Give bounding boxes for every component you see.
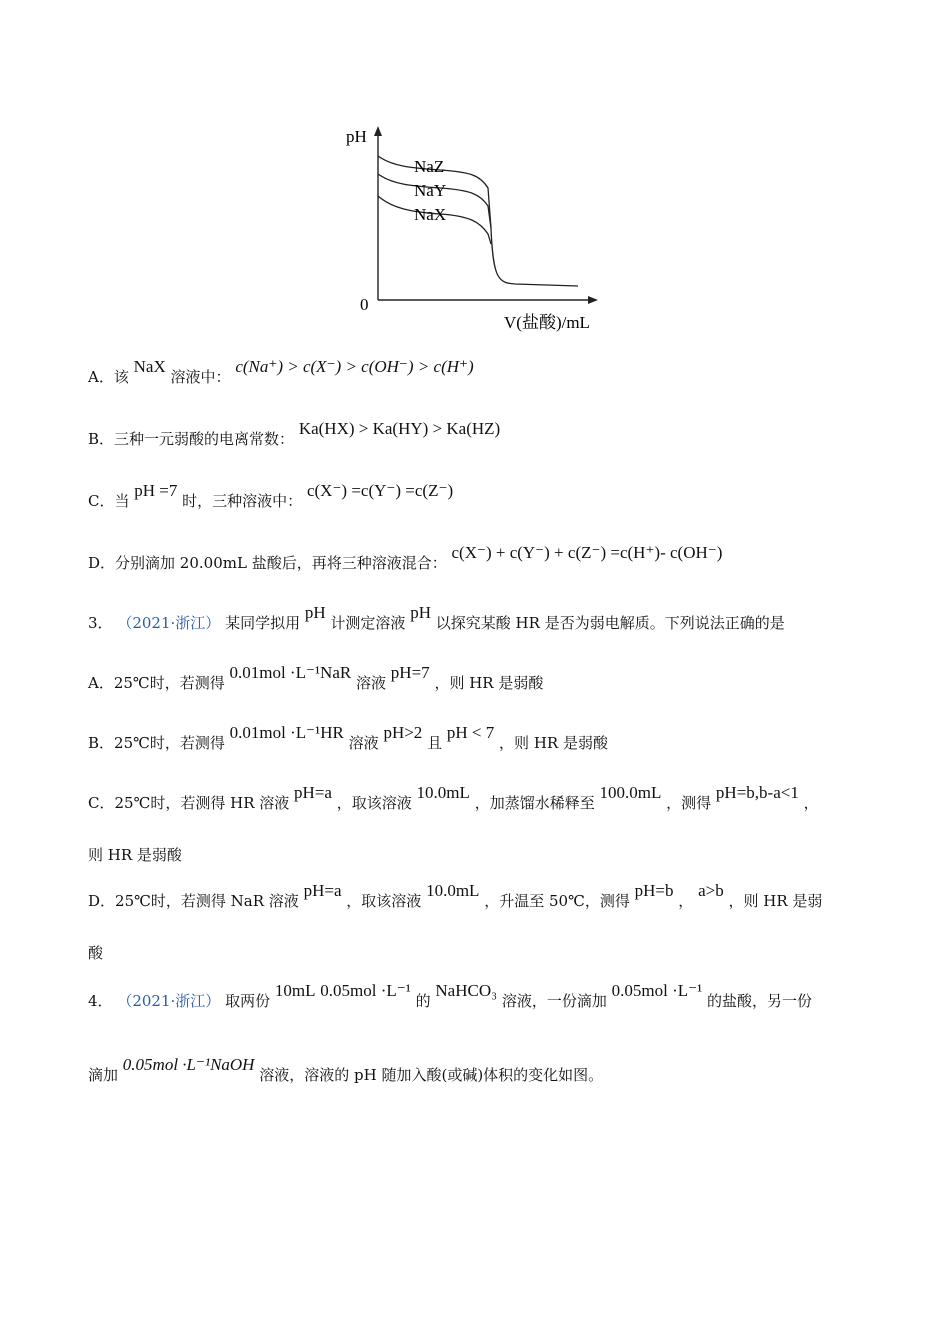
q2-a-pre: A．该: [88, 368, 129, 386]
q3-stem: [88, 603, 785, 633]
q2-a-relation: c(Na⁺) > c(X⁻) > c(OH⁻) > c(H⁺): [235, 357, 474, 376]
titration-figure: [330, 118, 620, 338]
q3-c-pre: C．25℃时，若测得 HR 溶液: [88, 794, 290, 812]
q2-b-relation: Ka(HX) > Ka(HY) > Ka(HZ): [298, 419, 501, 438]
q3-d-formula-3: pH=b: [634, 881, 674, 900]
x-axis-label: V(盐酸)/mL: [504, 313, 590, 332]
q3-b-text-1: 溶液: [348, 734, 379, 752]
q3-option-d-cont: [88, 942, 103, 963]
curve-label-nax: NaX: [414, 205, 447, 224]
q3-b-formula-2: pH>2: [383, 723, 423, 742]
q4-formula-5: 0.05mol ·L⁻¹NaOH: [122, 1055, 255, 1074]
q3-c-formula-1: pH=a: [294, 783, 332, 802]
q2-option-b: [88, 419, 501, 449]
q3-d-formula-1: pH=a: [303, 881, 342, 900]
q4-text-4: 的盐酸，另一份: [706, 992, 812, 1010]
q4-formula-1: 10mL: [274, 981, 316, 1000]
q4-text-6: 溶液，溶液的 pH 随加入酸(或碱)体积的变化如图。: [259, 1066, 604, 1084]
q2-option-d: [88, 543, 723, 573]
q2-c-relation: c(X⁻) =c(Y⁻) =c(Z⁻): [306, 481, 454, 500]
q3-c-formula-4: pH=b,b-a<1: [715, 783, 799, 802]
q3-option-a: [88, 663, 544, 693]
q2-option-a: [88, 357, 474, 387]
q3-c-text-4: ，: [803, 794, 819, 812]
curve-label-nay: NaY: [414, 181, 447, 200]
titration-graph: [330, 118, 620, 338]
q3-a-text-1: 溶液: [356, 674, 387, 692]
q4-stem-cont: [88, 1055, 604, 1085]
q3-c-text-3: ，测得: [666, 794, 712, 812]
q4-text-5: 滴加: [88, 1066, 119, 1084]
q2-a-formula: NaX: [133, 357, 166, 376]
q2-d-pre: D．分别滴加 20.00mL 盐酸后，再将三种溶液混合：: [88, 554, 447, 572]
q3-option-d: [88, 881, 823, 911]
q3-d-text-1: ，取该溶液: [346, 892, 422, 910]
q3-source: （2021·浙江）: [117, 614, 221, 632]
q2-a-mid: 溶液中：: [170, 368, 231, 386]
y-axis-label: pH: [346, 127, 367, 146]
x-axis-arrow: [588, 296, 598, 304]
q3-d-pre: D．25℃时，若测得 NaR 溶液: [88, 892, 299, 910]
q3-a-text-2: ，则 HR 是弱酸: [434, 674, 544, 692]
q4-formula-2: 0.05mol ·L⁻¹: [320, 981, 411, 1000]
q4-text-1: 取两份: [225, 992, 271, 1010]
q3-a-formula-2: pH=7: [390, 663, 430, 682]
origin-label: 0: [360, 295, 369, 314]
q3-a-formula-1: 0.01mol ·L⁻¹NaR: [229, 663, 352, 682]
q3-text-3: 以探究某酸 HR 是否为弱电解质。下列说法正确的是: [435, 614, 785, 632]
q3-c-formula-2: 10.0mL: [416, 783, 470, 802]
q3-c-line-2: 则 HR 是弱酸: [88, 846, 182, 864]
q3-number: 3．: [88, 614, 113, 632]
q3-a-pre: A．25℃时，若测得: [88, 674, 225, 692]
q4-number: 4．: [88, 992, 113, 1010]
q4-text-2: 的: [415, 992, 431, 1010]
q3-b-formula-3: pH < 7: [446, 723, 495, 742]
curve-naz: [378, 156, 578, 286]
q4-source: （2021·浙江）: [117, 992, 221, 1010]
q4-formula-4: 0.05mol ·L⁻¹: [611, 981, 703, 1000]
q3-formula-2: pH: [410, 603, 431, 622]
q3-d-formula-4: a>b: [698, 881, 724, 900]
q3-option-c-cont: [88, 844, 182, 865]
q3-b-text-3: ，则 HR 是弱酸: [499, 734, 608, 752]
q3-d-text-2: ，升温至 50℃，测得: [484, 892, 630, 910]
q2-c-formula: pH =7: [134, 481, 178, 500]
q3-c-text-2: ，加蒸馏水稀释至: [474, 794, 595, 812]
q3-d-text-4: ，则 HR 是弱: [728, 892, 823, 910]
q3-b-pre: B．25℃时，若测得: [88, 734, 225, 752]
q3-c-formula-3: 100.0mL: [599, 783, 662, 802]
q3-text-2: 计测定溶液: [330, 614, 406, 632]
q3-option-c: [88, 783, 819, 813]
q4-stem: [88, 981, 812, 1011]
q4-text-3: 溶液，一份滴加: [501, 992, 607, 1010]
q3-text-1: 某同学拟用: [225, 614, 301, 632]
q2-option-c: [88, 481, 454, 511]
q3-d-text-3: ，: [678, 892, 694, 910]
y-axis-arrow: [374, 126, 382, 136]
q2-b-pre: B．三种一元弱酸的电离常数：: [88, 430, 295, 448]
q3-b-text-2: 且: [427, 734, 443, 752]
q4-formula-3: NaHCO₃: [435, 981, 498, 1000]
q3-formula-1: pH: [304, 603, 326, 622]
q2-d-relation: c(X⁻) + c(Y⁻) + c(Z⁻) =c(H⁺)- c(OH⁻): [451, 543, 723, 562]
q2-c-pre: C．当: [88, 492, 130, 510]
q3-d-line-2: 酸: [88, 944, 104, 962]
q3-option-b: [88, 723, 608, 753]
q2-c-mid: 时，三种溶液中：: [182, 492, 303, 510]
q3-d-formula-2: 10.0mL: [426, 881, 480, 900]
q3-c-text-1: ，取该溶液: [336, 794, 412, 812]
q3-b-formula-1: 0.01mol ·L⁻¹HR: [229, 723, 344, 742]
curve-label-naz: NaZ: [414, 157, 445, 176]
